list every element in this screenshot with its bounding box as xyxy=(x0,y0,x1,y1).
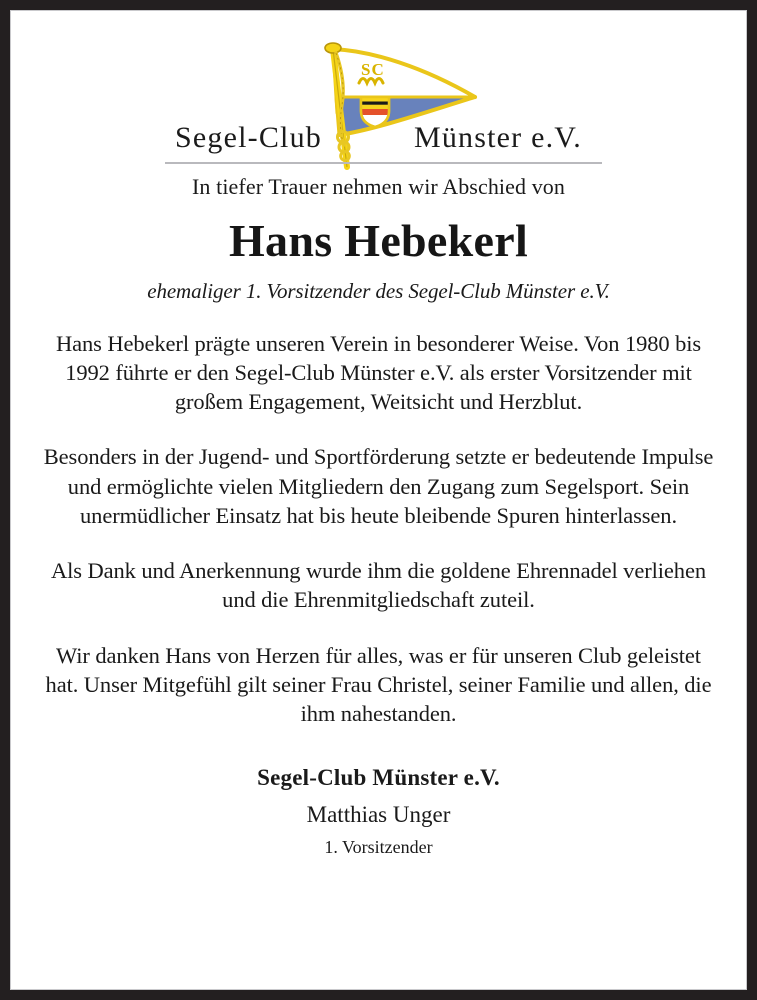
obituary-page xyxy=(10,10,747,990)
obituary-paragraph: Als Dank und Anerkennung wurde ihm die goldene Ehrennadel verliehen und die Ehrenmitgliedschaft zuteil. xyxy=(51,558,706,613)
obituary-paragraph: Hans Hebekerl prägte unseren Verein in besonderer Weise. Von 1980 bis 1992 führte er den Segel-Club Münster e.V. als erster Vorsitzender mit großem Engagement, Weitsicht und Herzblut. xyxy=(55,330,702,415)
club-wordmark-right: Münster e.V. xyxy=(413,121,582,154)
obituary-body xyxy=(11,173,746,859)
lead-line: In tiefer Trauer nehmen wir Abschied von xyxy=(191,174,566,199)
deceased-role-line: ehemaliger 1. Vorsitzender des Segel-Club Münster e.V. xyxy=(147,279,610,304)
obituary-paragraph: Besonders in der Jugend- und Sportförderung setzte er bedeutende Impulse und ermöglichte vielen Mitgliedern den Zugang zum Segelsport. Sein unermüdlicher Einsatz hat bis heute bleibende Spuren hinterlassen. xyxy=(43,444,714,528)
signature-title: 1. Vorsitzender xyxy=(324,836,433,857)
signature-block xyxy=(37,764,720,859)
obituary-paragraph: Wir danken Hans von Herzen für alles, was er für unseren Club geleistet hat. Unser Mitgefühl gilt seiner Frau Christel, seiner Familie und allen, die ihm nahestanden. xyxy=(45,642,712,727)
logo-row xyxy=(11,29,746,179)
deceased-name: Hans Hebekerl xyxy=(228,214,529,266)
club-wordmark-left: Segel-Club xyxy=(174,121,322,154)
header-divider-rule xyxy=(165,162,602,164)
club-header xyxy=(11,11,746,161)
svg-text:SC: SC xyxy=(360,60,385,79)
club-wordmark xyxy=(11,121,746,155)
signature-organisation: Segel-Club Münster e.V. xyxy=(257,765,500,791)
signature-person: Matthias Unger xyxy=(306,802,451,828)
